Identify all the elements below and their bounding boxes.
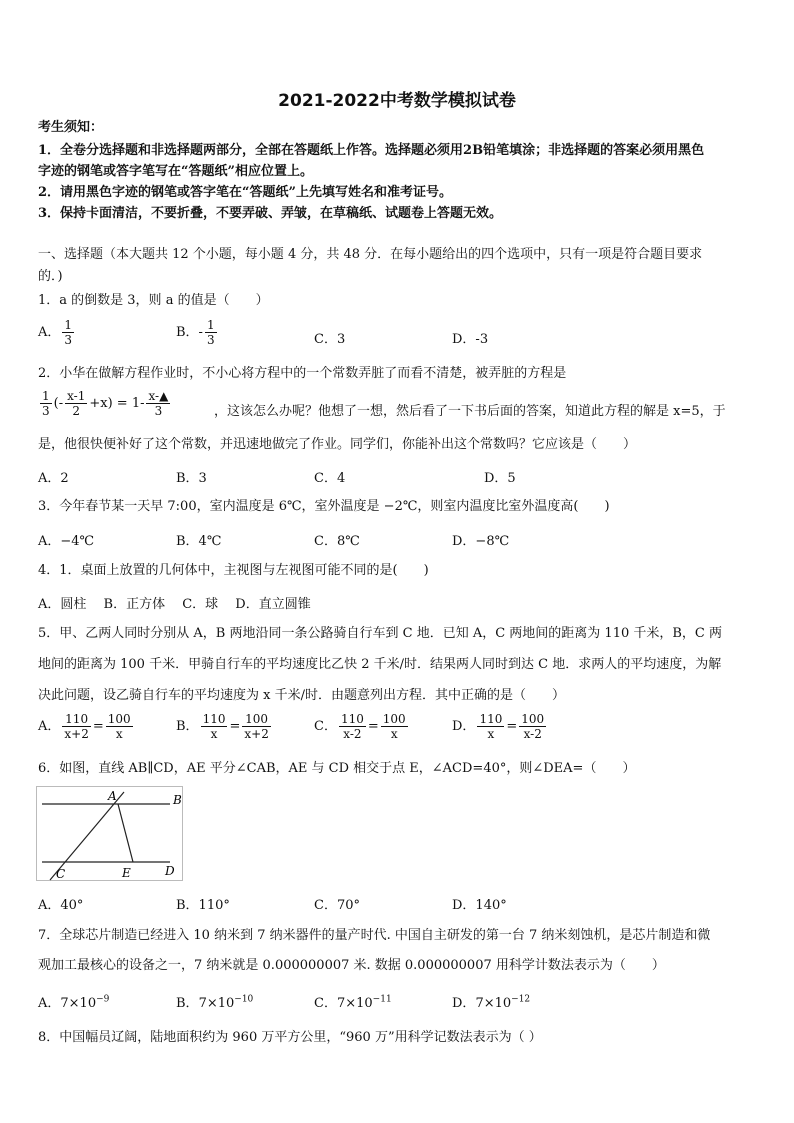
question-7-text: 7．全球芯片制造已经进入 10 纳米到 7 纳米器件的量产时代. 中国自主研发的第一台 7 纳米刻蚀机，是芯片制造和微 xyxy=(38,928,711,943)
line-ae xyxy=(118,804,133,862)
question-6-stem: 6．如图，直线 AB∥CD，AE 平分∠CAB，AE 与 CD 相交于点 E，∠ACD=40°，则∠DEA=（ ） xyxy=(38,761,636,776)
q6-option-c: C．70° xyxy=(314,898,360,913)
q3-option-c: C．8℃ xyxy=(314,534,360,549)
q2-option-b: B．3 xyxy=(176,471,207,486)
q1-option-a: A． $\frac{1}{3}$ xyxy=(38,318,73,347)
question-3-stem: 3．今年春节某一天早 7:00，室内温度是 6℃，室外温度是 −2℃，则室内温度比室外温度高( ) xyxy=(38,499,610,514)
section-heading: 一、选择题（本大题共 12 个小题，每小题 4 分，共 48 分．在每小题给出的四个选项中，只有一项是符合题目要求 xyxy=(38,247,703,262)
q1-option-b: B．- $\frac{1}{3}$ xyxy=(176,318,215,347)
question-2-text: 是，他很快便补好了这个常数，并迅速地做完了作业。同学们，你能补出这个常数吗？它应该是（ ） xyxy=(38,437,637,452)
q5-option-c: C． $\frac{110}{x-2}$ = $\frac{100}{x}$ xyxy=(314,712,406,741)
q1-option-c: C．3 xyxy=(314,332,346,347)
question-5-text: 决此问题，设乙骑自行车的平均速度为 x 千米/时．由题意列出方程．其中正确的是（ ） xyxy=(38,688,565,703)
page-title: 2021-2022中考数学模拟试卷 xyxy=(278,91,516,111)
q3-option-a: A．−4℃ xyxy=(38,534,95,549)
question-8-stem: 8．中国幅员辽阔，陆地面积约为 960 万平方公里，“960 万”用科学记数法表示为（ ） xyxy=(38,1030,542,1045)
q3-option-d: D．−8℃ xyxy=(452,534,510,549)
label-c: C xyxy=(56,867,66,881)
q5-option-a: A． $\frac{110}{x+2}$ = $\frac{100}{x}$ xyxy=(38,712,131,741)
label-e: E xyxy=(122,866,131,880)
notice-item: 3．保持卡面清洁，不要折叠，不要弄破、弄皱，在草稿纸、试题卷上答题无效。 xyxy=(38,206,503,221)
q2-option-a: A．2 xyxy=(38,471,69,486)
q5-option-d: D． $\frac{110}{x}$ = $\frac{100}{x-2}$ xyxy=(452,712,545,741)
label-a: A xyxy=(108,789,117,803)
q7-option-a: A．$7\times 10^{-9}$ xyxy=(38,994,110,1011)
q6-option-a: A．40° xyxy=(38,898,84,913)
q3-option-b: B．4℃ xyxy=(176,534,222,549)
q6-option-d: D．140° xyxy=(452,898,507,913)
question-4-stem: 4．1．桌面上放置的几何体中，主视图与左视图可能不同的是( ) xyxy=(38,563,429,578)
notice-item: 2．请用黑色字迹的钢笔或答字笔在“答题纸”上先填写姓名和准考证号。 xyxy=(38,185,453,200)
question-1-stem: 1．a 的倒数是 3，则 a 的值是（ ） xyxy=(38,293,269,308)
q7-option-d: D．$7\times 10^{-12}$ xyxy=(452,994,531,1011)
section-heading-cont: 的．) xyxy=(38,269,63,284)
notice-heading: 考生须知： xyxy=(38,120,104,135)
q1-option-d: D．-3 xyxy=(452,332,489,347)
q6-geometry-figure xyxy=(36,786,188,882)
question-5-text: 5．甲、乙两人同时分别从 A，B 两地沿同一条公路骑自行车到 C 地．已知 A，C 两地间的距离为 110 千米，B，C 两 xyxy=(38,626,722,641)
question-5-text: 地间的距离为 100 千米．甲骑自行车的平均速度比乙快 2 千米/时．结果两人同时到达 C 地．求两人的平均速度，为解 xyxy=(38,657,722,672)
q6-option-b: B．110° xyxy=(176,898,230,913)
notice-item: 字迹的钢笔或答字笔写在“答题纸”相应位置上。 xyxy=(38,164,313,179)
question-2-text: ，这该怎么办呢？他想了一想，然后看了一下书后面的答案，知道此方程的解是 x=5，于 xyxy=(214,404,726,419)
notice-item: 1．全卷分选择题和非选择题两部分，全部在答题纸上作答。选择题必须用2B铅笔填涂；非选择题的答案必须用黑色 xyxy=(38,143,705,158)
q5-option-b: B． $\frac{110}{x}$ = $\frac{100}{x+2}$ xyxy=(176,712,269,741)
question-7-text: 观加工最核心的设备之一，7 纳米就是 0.000000007 米. 数据 0.000000007 用科学计数法表示为（ ） xyxy=(38,958,665,973)
q2-option-d: D．5 xyxy=(484,471,516,486)
q7-option-c: C．$7\times 10^{-11}$ xyxy=(314,994,392,1011)
q4-options: A．圆柱 B．正方体 C．球 D．直立圆锥 xyxy=(38,597,311,612)
label-b: B xyxy=(173,793,182,807)
q7-option-b: B．$7\times 10^{-10}$ xyxy=(176,994,254,1011)
q2-equation: $\frac{1}{3}$ (- $\frac{x-1}{2}$ +x) = 1- $\frac{x-▲}{3}$ xyxy=(42,389,169,418)
question-2-stem: 2．小华在做解方程作业时，不小心将方程中的一个常数弄脏了而看不清楚，被弄脏的方程是 xyxy=(38,366,567,381)
label-d: D xyxy=(165,864,175,878)
q2-option-c: C．4 xyxy=(314,471,346,486)
